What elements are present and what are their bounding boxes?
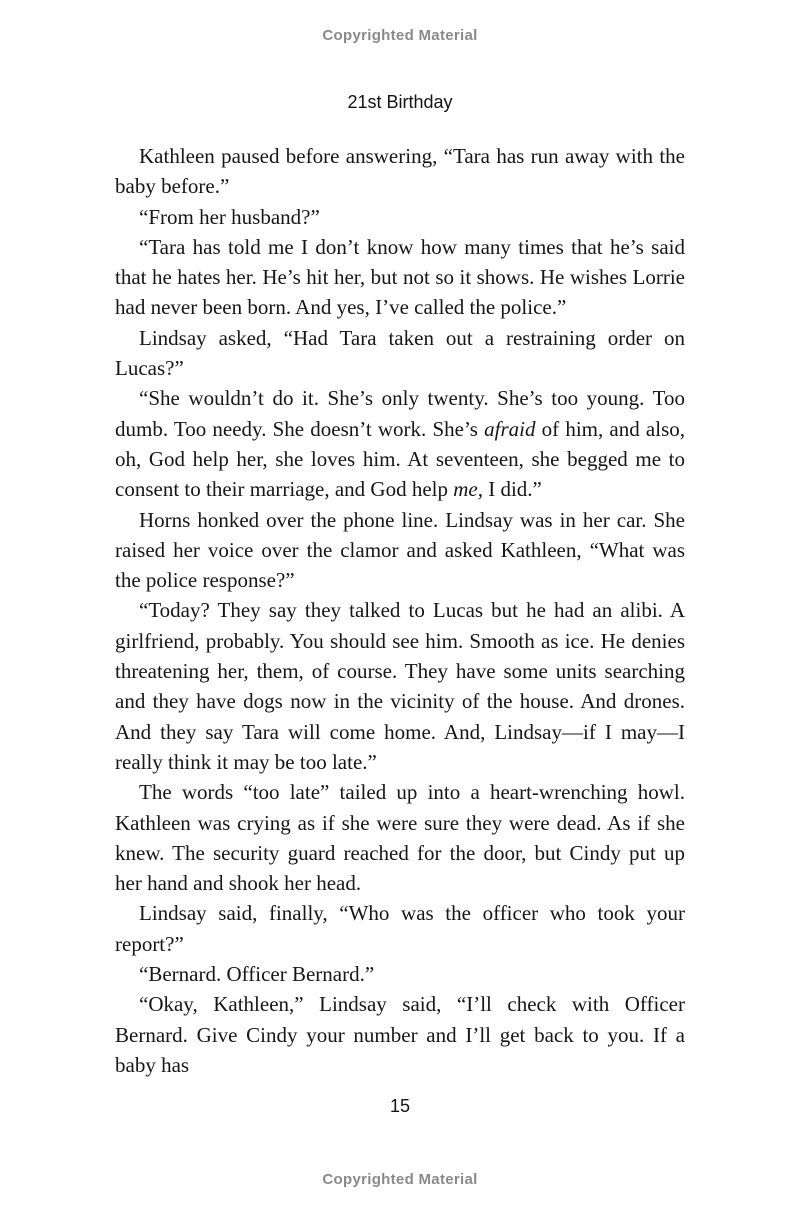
text-run: Horns honked over the phone line. Lindsay was in her car. She raised her voice over the clamor and asked Kathleen, “What was the police response?”: [115, 507, 685, 593]
text-run: of him, and also, oh, God help her, she loves him. At seventeen, she begged me to consent to their marriage, and God help: [115, 416, 685, 502]
text-run: The words “too late” tailed up into a heart-wrenching howl. Kathleen was crying as if she were sure they were dead. As if she knew. The security guard reached for the door, but Cindy put up her hand and shook her head.: [115, 780, 685, 896]
running-head-chapter-title: 21st Birthday: [347, 92, 453, 112]
paragraph: [115, 202, 685, 232]
text-run: “Today? They say they talked to Lucas but he had an alibi. A girlfriend, probably. You should see him. Smooth as ice. He denies threatening her, them, of course. They have some units searching and they have dogs now in the vicinity of the house. And drones. And they say Tara will come home. And, Lindsay—if I may—I really think it may be too late.”: [115, 598, 685, 774]
text-run: Lindsay asked, “Had Tara taken out a restraining order on Lucas?”: [115, 325, 685, 381]
text-run: “Tara has told me I don’t know how many times that he’s said that he hates her. He’s hit her, but not so it shows. He wishes Lorrie had never been born. And yes, I’ve called the police.”: [115, 234, 685, 320]
text-run: “From her husband?”: [139, 204, 320, 229]
paragraph: [115, 989, 685, 1080]
paragraph: [115, 898, 685, 959]
text-run: “Bernard. Officer Bernard.”: [139, 962, 375, 987]
paragraph: [115, 383, 685, 504]
paragraph: [115, 959, 685, 989]
page-body: [115, 141, 685, 1080]
paragraph: [115, 505, 685, 596]
text-run: Kathleen paused before answering, “Tara has run away with the baby before.”: [115, 144, 685, 199]
italic-text-run: me,: [453, 477, 483, 502]
copyright-notice-bottom: Copyrighted Material: [322, 1171, 478, 1188]
text-run: I did.”: [482, 477, 542, 502]
paragraph: [115, 232, 685, 323]
text-run: “Okay, Kathleen,” Lindsay said, “I’ll check with Officer Bernard. Give Cindy your number and I’ll get back to you. If a baby has: [115, 992, 685, 1077]
page-number: 15: [389, 1096, 411, 1116]
text-run: Lindsay said, finally, “Who was the officer who took your report?”: [115, 901, 685, 956]
paragraph: [115, 595, 685, 777]
paragraph: [115, 323, 685, 384]
copyright-notice-top: Copyrighted Material: [322, 27, 478, 44]
paragraph: [115, 141, 685, 202]
italic-text-run: afraid: [484, 416, 536, 441]
paragraph: [115, 777, 685, 898]
text-run: “She wouldn’t do it. She’s only twenty. She’s too young. Too dumb. Too needy. She doesn’t work. She’s: [115, 386, 685, 441]
